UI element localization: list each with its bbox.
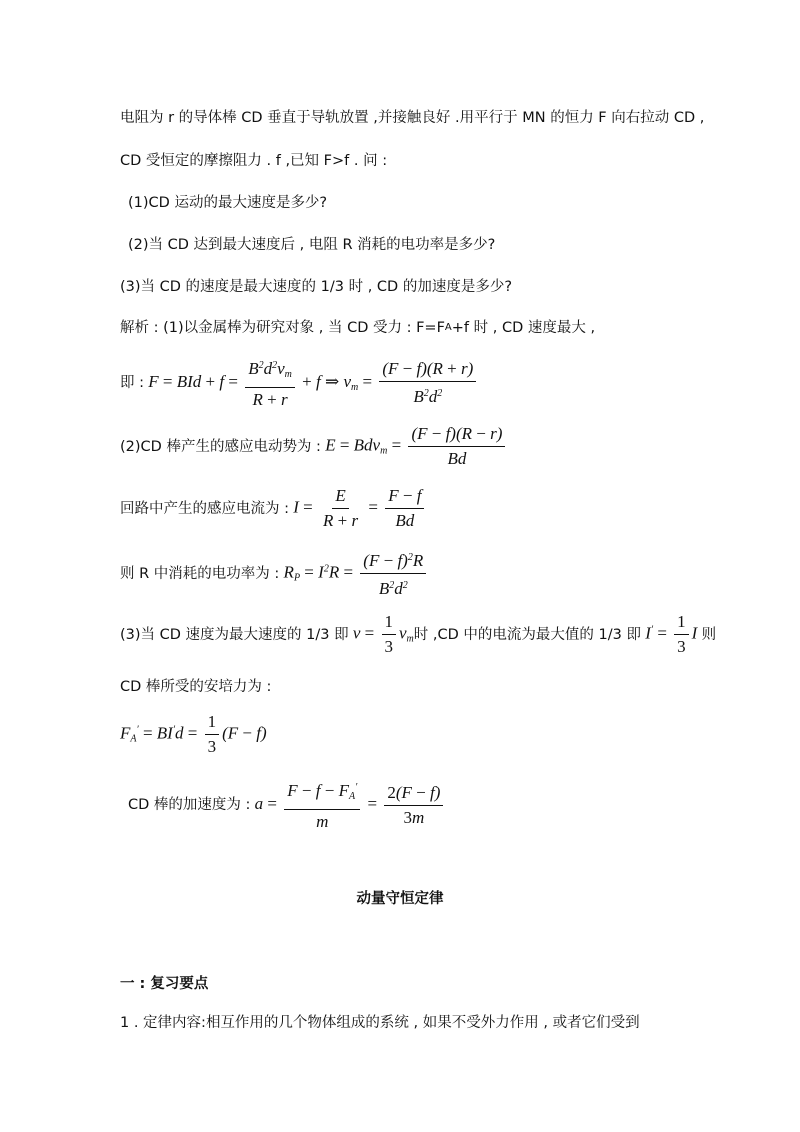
paragraph-line: CD 受恒定的摩擦阻力 . f ,已知 F>f . 问 : — [120, 153, 388, 169]
equation-3: 回路中产生的感应电流为 : I = $\frac{E}{R + r}$ = $\frac{F - f}{Bd}$ — [120, 486, 427, 531]
formula: $F_A' = BI'd$ = $\frac{1}{3}$ (F − f) — [120, 712, 267, 756]
question-2: (2)当 CD 达到最大速度后 , 电阻 R 消耗的电功率是多少? — [128, 237, 496, 253]
equation-6 — [120, 712, 267, 757]
formula: F = BId + f = $\frac{B^2d^2v_m}{R + r}$ + f ⇒ $v_m$ = $\frac{(F - f)(R + r)}{B^2d^2}$ — [144, 356, 479, 410]
formula: $R_P = I^2R$ = $\frac{(F - f)^2R}{B^2d^2}$ — [279, 548, 429, 599]
paragraph-line: 电阻为 r 的导体棒 CD 垂直于导轨放置 ,并接触良好 .用平行于 MN 的恒力 F 向右拉动 CD , — [120, 110, 705, 126]
formula: E = Bdv$_m$ = $\frac{(F - f)(R - r)}{Bd}$ — [321, 424, 508, 469]
formula: a = $\frac{F - f - F_A'}{m}$ = $\frac{2(F - f)}{3m}$ — [250, 778, 446, 832]
paragraph-line: 1 . 定律内容:相互作用的几个物体组成的系统 , 如果不受外力作用 , 或者它们受到 — [120, 1015, 640, 1031]
formula: v = $\frac{1}{3}$ $v_m$ — [348, 612, 414, 656]
equation-2: (2)CD 棒产生的感应电动势为 : E = Bdv$_m$ = $\frac{(F - f)(R - r)}{Bd}$ — [120, 424, 508, 469]
section-title: 动量守恒定律 — [356, 891, 444, 907]
formula: I′ = $\frac{1}{3}$ I — [640, 612, 702, 656]
section-heading: 一 : 复习要点 — [120, 976, 209, 992]
formula: I = $\frac{E}{R + r}$ = $\frac{F - f}{Bd}$ — [289, 486, 427, 531]
equation-5: (3)当 CD 速度为最大速度的 1/3 即 v = $\frac{1}{3}$ $v_m$ 时 ,CD 中的电流为最大值的 1/3 即 I′ = $\frac{1}{3}$ I 则 — [120, 612, 717, 656]
equation-4: 则 R 中消耗的电功率为 : $R_P = I^2R$ = $\frac{(F - f)^2R}{B^2d^2}$ — [120, 548, 429, 599]
equation-7: CD 棒的加速度为 : a = $\frac{F - f - F_A'}{m}$ = $\frac{2(F - f)}{3m}$ — [128, 778, 446, 832]
analysis-line: 解析 : (1)以金属棒为研究对象 , 当 CD 受力 : F=F A +f 时 , CD 速度最大 , — [120, 320, 596, 336]
equation-1: 即 : F = BId + f = $\frac{B^2d^2v_m}{R + r}$ + f ⇒ $v_m$ = $\frac{(F - f)(R + r)}{B^2d^2}$ — [120, 356, 479, 410]
question-1: (1)CD 运动的最大速度是多少? — [128, 195, 328, 211]
paragraph-line: CD 棒所受的安培力为 : — [120, 679, 272, 695]
question-3: (3)当 CD 的速度是最大速度的 1/3 时 , CD 的加速度是多少? — [120, 279, 513, 295]
